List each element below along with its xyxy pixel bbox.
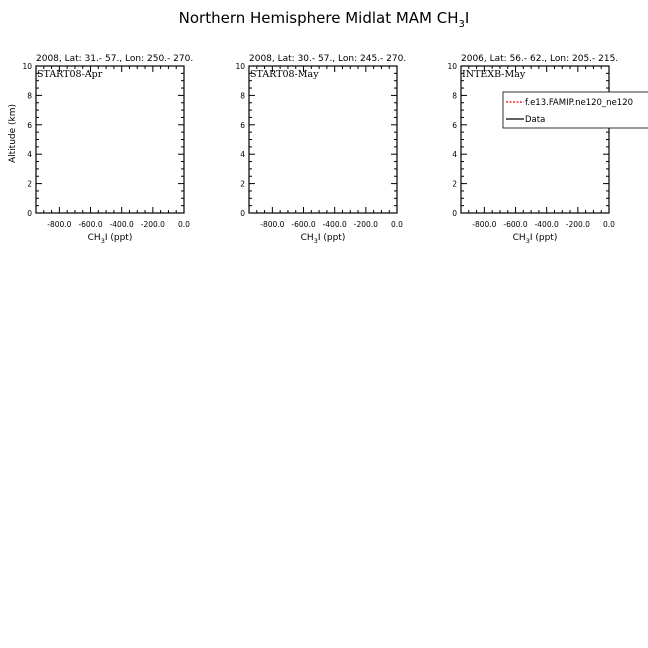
panel-header: 2006, Lat: 56.- 62., Lon: 205.- 215. [461,54,619,64]
x-axis-label-part: 3 [525,237,530,245]
panel-2 [235,54,406,245]
x-axis-label-part: I (ppt) [104,233,133,243]
campaign-label: START08-May [250,69,319,80]
x-tick-label: -400.0 [322,220,347,229]
y-tick-label: 0 [27,209,32,218]
plot-frame [249,66,397,213]
x-tick-label: -200.0 [353,220,378,229]
x-tick-label: -600.0 [78,220,103,229]
y-tick-label: 8 [452,91,457,101]
x-axis-label-part: 3 [100,237,105,245]
y-tick-label: 2 [240,179,245,189]
y-tick-label: 4 [452,150,457,160]
x-tick-label: -400.0 [109,220,134,229]
x-tick-label: -200.0 [140,220,165,229]
x-axis-label-part: CH [512,233,526,243]
legend [503,92,648,128]
x-axis-label-part: CH [87,233,101,243]
x-tick-label: -800.0 [472,220,497,229]
campaign-label: START08-Apr [37,69,103,80]
y-tick-label: 6 [27,120,32,130]
x-tick-label: -200.0 [565,220,590,229]
panel-1 [8,54,193,245]
y-tick-label: 0 [240,209,245,218]
y-tick-label: 10 [22,62,32,71]
plot-frame [461,66,609,213]
x-axis-label-part: I (ppt) [317,233,346,243]
y-tick-label: 8 [240,91,245,101]
y-axis-label: Altitude (km) [8,103,18,164]
panel-header: 2008, Lat: 31.- 57., Lon: 250.- 270. [36,54,194,64]
x-tick-label: -800.0 [260,220,285,229]
x-tick-label: -800.0 [47,220,72,229]
y-tick-label: 4 [240,150,245,160]
x-axis-label [88,233,133,245]
y-tick-label: 6 [452,120,457,130]
x-tick-label: 0.0 [391,220,403,229]
y-tick-label: 2 [452,179,457,189]
x-axis-label [513,233,558,245]
y-tick-label: 10 [447,62,457,71]
y-tick-label: 2 [27,179,32,189]
plot-frame [36,66,184,213]
y-tick-label: 8 [27,91,32,101]
y-tick-label: 6 [240,120,245,130]
x-axis-label-part: I (ppt) [529,233,558,243]
x-tick-label: 0.0 [178,220,190,229]
x-tick-label: -600.0 [291,220,316,229]
x-tick-label: 0.0 [603,220,615,229]
x-axis-label-part: CH [300,233,314,243]
x-axis-label [301,233,346,245]
panel-3 [447,54,648,245]
x-axis-label-part: 3 [313,237,318,245]
x-tick-label: -600.0 [503,220,528,229]
legend-label: f.e13.FAMIP.ne120_ne120 [525,98,634,108]
y-tick-label: 10 [235,62,245,71]
y-tick-label: 4 [27,150,32,160]
panel-header: 2008, Lat: 30.- 57., Lon: 245.- 270. [249,54,407,64]
x-tick-label: -400.0 [534,220,559,229]
campaign-label: INTEXB-May [462,69,526,80]
figure-title: Northern Hemisphere Midlat MAM $CH_3I$ [178,9,470,30]
y-tick-label: 0 [452,209,457,218]
legend-label: Data [525,115,546,125]
